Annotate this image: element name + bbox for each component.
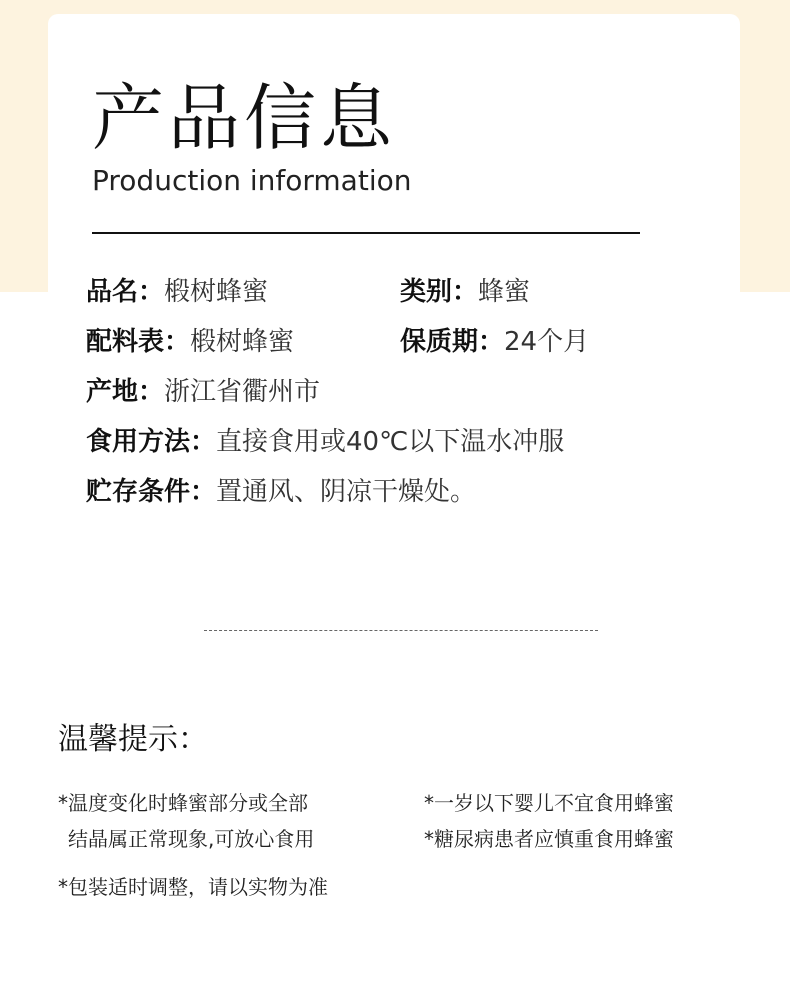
info-row-ingredients [86,326,294,358]
info-row-name [86,276,268,308]
tips-title: 温馨提示： [58,722,208,757]
name-label: 品名： [86,277,165,307]
storage-label: 贮存条件： [86,477,217,507]
category-value: 蜂蜜 [478,277,531,307]
info-row-storage [86,476,476,508]
title-divider [92,232,640,234]
shelf-life-value: 24个月 [504,327,590,357]
tip-left-line-2: 结晶属正常现象,可放心食用 [68,827,315,851]
origin-label: 产地： [86,377,165,407]
info-row-category [400,276,530,308]
shelf-life-label: 保质期： [400,327,505,357]
info-row-origin [86,376,320,408]
tip-right-line-2: *糖尿病患者应慎重食用蜂蜜 [424,827,674,851]
tip-bottom-line: *包装适时调整，请以实物为准 [58,875,328,899]
origin-value: 浙江省衢州市 [164,377,321,407]
page-subtitle: Production information [92,164,412,197]
tip-left-line-1: *温度变化时蜂蜜部分或全部 [58,791,308,815]
ingredients-label: 配料表： [86,327,191,357]
storage-value: 置通风、阴凉干燥处。 [216,477,477,507]
info-row-shelf-life [400,326,589,358]
info-row-usage [86,426,564,458]
page-title: 产品信息 [92,76,397,160]
tip-right-line-1: *一岁以下婴儿不宜食用蜂蜜 [424,791,674,815]
dashed-divider [204,630,598,631]
usage-label: 食用方法： [86,427,217,457]
category-label: 类别： [400,277,479,307]
usage-value: 直接食用或40℃以下温水冲服 [216,427,565,457]
name-value: 椴树蜂蜜 [164,277,269,307]
ingredients-value: 椴树蜂蜜 [190,327,295,357]
